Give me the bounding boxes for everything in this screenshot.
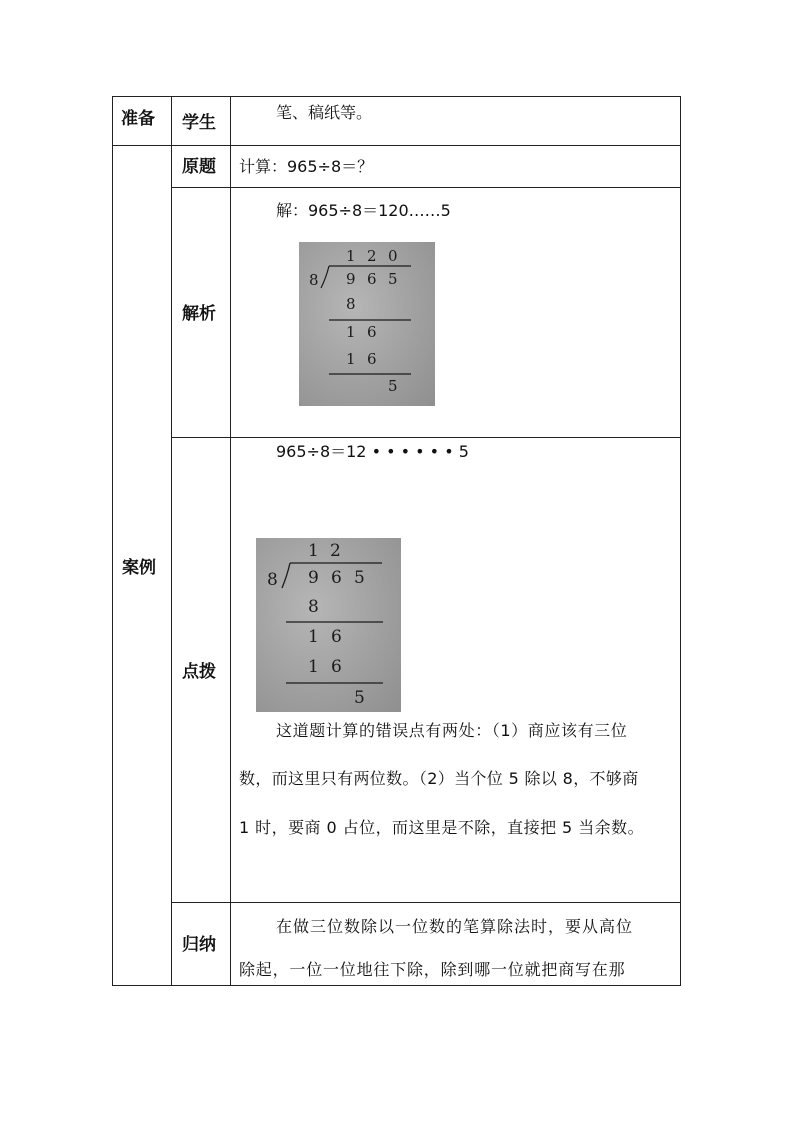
- summary-line: 在做三位数除以一位数的笔算除法时，要从高位: [276, 917, 634, 936]
- step2-remainder-digit: 6: [367, 323, 377, 341]
- dividend-digit: 9: [346, 270, 356, 288]
- quotient-digit: 2: [367, 247, 377, 265]
- row-label-prep: 准备: [121, 109, 155, 129]
- hint-wrong-equation: 965÷8＝12 • • • • • • 5: [276, 442, 469, 461]
- hint-explanation-line: 数，而这里只有两位数。（2）当个位 5 除以 8，不够商: [239, 769, 639, 788]
- quotient-digit: 0: [388, 247, 398, 265]
- row-label-case: 案例: [122, 558, 156, 578]
- table-border-right: [680, 96, 681, 986]
- table-row-divider: [171, 187, 681, 188]
- table-column-divider: [171, 96, 172, 986]
- hint-explanation-line: 这道题计算的错误点有两处：（1）商应该有三位: [276, 721, 628, 740]
- divisor: 8: [267, 570, 278, 590]
- step2-product-digit: 1: [308, 657, 319, 677]
- step1-product: 8: [308, 597, 319, 617]
- step2-product-digit: 6: [367, 350, 377, 368]
- summary-line: 除起，一位一位地往下除，除到哪一位就把商写在那: [239, 960, 626, 979]
- problem-content: 计算：965÷8＝？: [239, 157, 374, 176]
- step2-product-digit: 6: [331, 657, 342, 677]
- table-border-left: [112, 96, 113, 986]
- division-photo-correct: [299, 242, 435, 406]
- sub-label-problem: 原题: [182, 157, 216, 177]
- sub-label-analysis: 解析: [182, 304, 216, 324]
- dividend-digit: 6: [367, 270, 377, 288]
- table-row-divider: [171, 902, 681, 903]
- table-border-top: [112, 96, 681, 97]
- dividend-digit: 5: [388, 270, 398, 288]
- table-row-divider: [171, 437, 681, 438]
- analysis-solution: 解：965÷8＝120……5: [276, 201, 451, 220]
- step2-remainder-digit: 1: [346, 323, 356, 341]
- hint-explanation-line: 1 时，要商 0 占位，而这里是不除，直接把 5 当余数。: [239, 818, 645, 837]
- quotient-digit: 1: [308, 541, 319, 561]
- step2-remainder-digit: 1: [308, 627, 319, 647]
- dividend-digit: 6: [331, 568, 342, 588]
- dividend-digit: 5: [354, 568, 365, 588]
- step1-product: 8: [346, 295, 356, 313]
- step2-remainder-digit: 6: [331, 627, 342, 647]
- dividend-digit: 9: [308, 568, 319, 588]
- quotient-digit: 2: [330, 541, 341, 561]
- table-row-divider: [112, 145, 681, 146]
- prep-content: 笔、稿纸等。: [276, 103, 373, 122]
- quotient-digit: 1: [346, 247, 356, 265]
- sub-label-hint: 点拨: [182, 662, 216, 682]
- sub-label-summary: 归纳: [182, 935, 216, 955]
- step2-product-digit: 1: [346, 350, 356, 368]
- final-remainder: 5: [354, 688, 365, 708]
- divisor: 8: [309, 271, 319, 289]
- table-border-bottom: [112, 985, 681, 986]
- sub-label-student: 学生: [182, 113, 216, 133]
- table-column-divider: [230, 96, 231, 986]
- final-remainder: 5: [388, 377, 398, 395]
- division-photo-wrong: [256, 538, 401, 712]
